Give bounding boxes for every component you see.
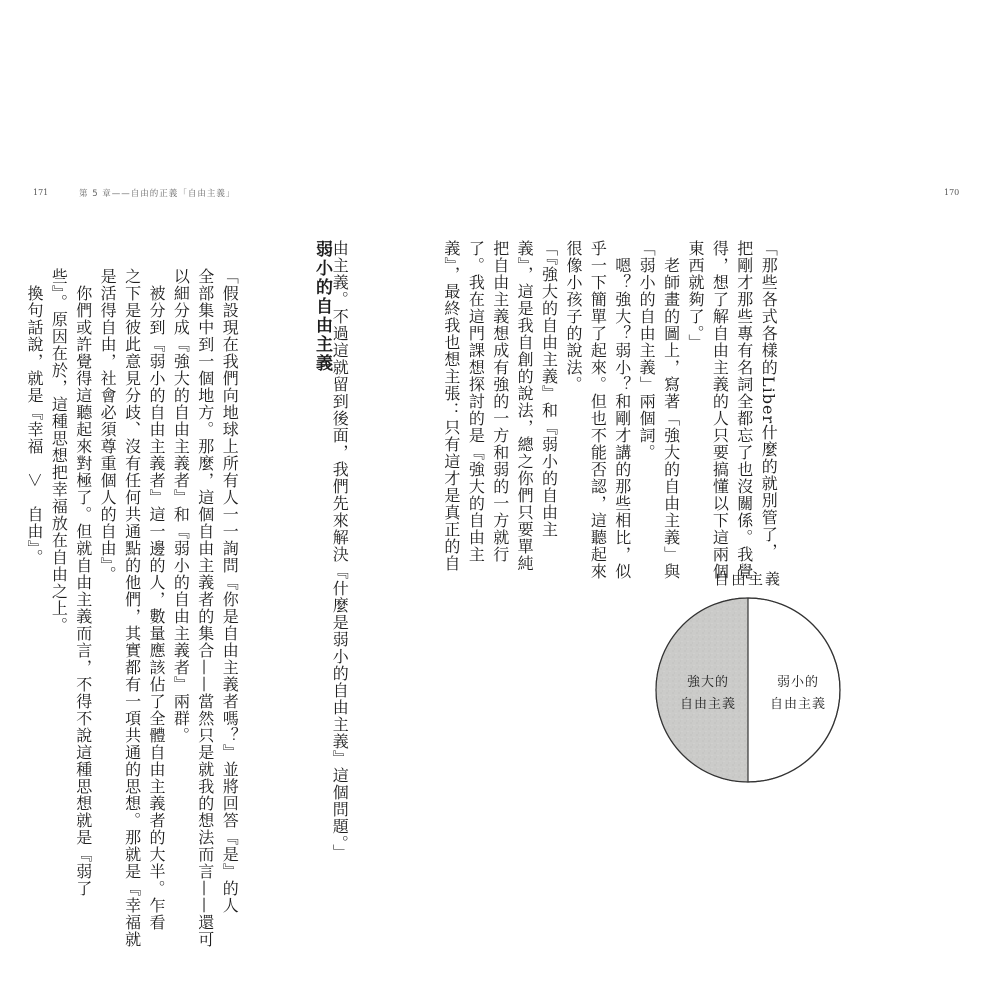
left-body-paragraph: 「假設現在我們向地球上所有人一一詢問『你是自由主義者嗎？』並將回答『是』的人 全部集中到一個地方。那麼，這個自由主義者的集合——當然只是就我的想法而言——還可 以細分成『強大的自由主義者』和『弱小的自由主義者』兩群。 被分到『弱小的自由主義者』這一邊的人，數量應該佔了全體自由主義者的大半。乍看 之下是彼此意見分歧、沒有任何共通點的他們，其實都有一項共通的思想。那就是『幸福就 是活得自由，社會必須尊重個人的自由』。 你們或許覺得這聽起來對極了。但就自由主義而言，不得不說這種思想就是『弱了 些』。原因在於，這種思想把幸福放在自由之上。 換句話說，就是『幸福 ＞ 自由』。 [24,268,240,948]
section-heading: 弱小的自由主義 [312,240,332,373]
running-head: 第 5 章——自由的正義「自由主義」 [79,189,236,199]
right-page-body [441,240,829,580]
strong-liberalism-label: 強大的 自由主義 [679,675,736,712]
left-page-number: 171 [33,188,49,197]
left-page-body [24,268,290,948]
weak-liberalism-label: 弱小的 自由主義 [769,675,826,712]
right-page-number: 170 [944,188,960,197]
diagram-title: 自由主義 [713,570,782,588]
liberalism-diagram [648,560,848,800]
carry-paragraph: 由主義。不過這就留到後面，我們先來解決『什麼是弱小的自由主義』這個問題。」 [330,240,350,861]
left-page-carry-text [330,240,400,861]
right-page-paragraph: 「那些各式各樣的Liber什麼的就別管了， 把剛才那些專有名詞全都忘了也沒關係。我覺 得，想了解自由主義的人只要搞懂以下這兩個 東西就夠了。」 老師畫的圖上，寫著「強大的自由主義」與 「弱小的自由主義」兩個詞。 嗯？強大？弱小？和剛才講的那些相比，似 乎一下簡單了起來。但也不能否認，這聽起來 很像小孩子的說法。 「『強大的自由主義』和『弱小的自由主 義』，這是我自創的說法，總之你們只要單純 把自由主義想成有強的一方和弱的一方就行 了。我在這門課想探討的是『強大的自由主 義』，最終我也想主張：只有這才是真正的自 [441,240,779,580]
